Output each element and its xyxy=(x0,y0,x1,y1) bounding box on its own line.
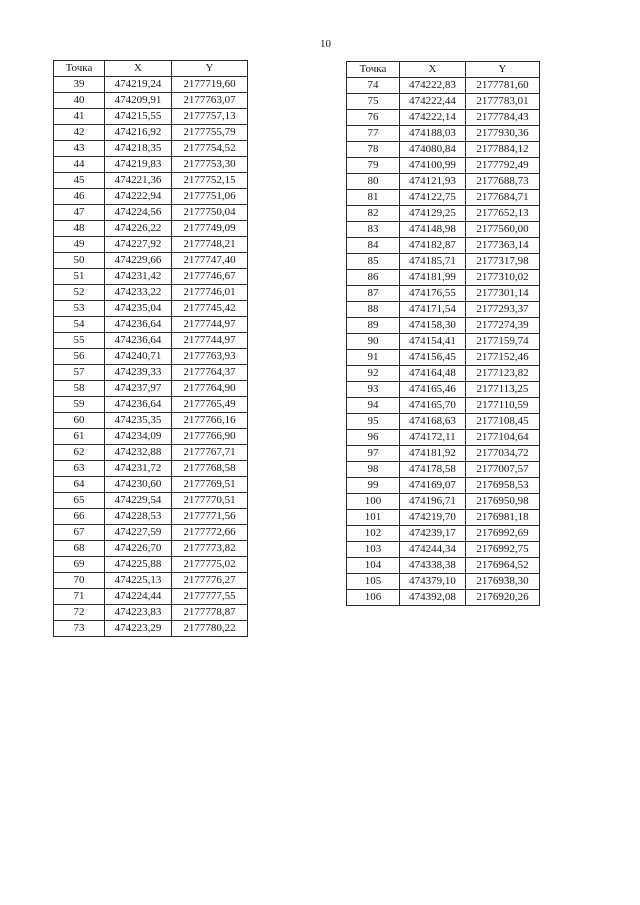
header-x: X xyxy=(400,62,466,78)
table-row xyxy=(347,158,540,174)
x-coordinate-cell: 474221,36 xyxy=(105,173,172,189)
table-row xyxy=(54,237,248,253)
point-number-cell: 51 xyxy=(54,269,105,285)
point-number-cell: 82 xyxy=(347,206,400,222)
y-coordinate-cell: 2177778,87 xyxy=(172,605,248,621)
y-coordinate-cell: 2177744,97 xyxy=(172,333,248,349)
table-row xyxy=(54,493,248,509)
table-row xyxy=(54,205,248,221)
y-coordinate-cell: 2177747,40 xyxy=(172,253,248,269)
table-row xyxy=(347,238,540,254)
table-row xyxy=(347,446,540,462)
point-number-cell: 98 xyxy=(347,462,400,478)
y-coordinate-cell: 2177123,82 xyxy=(466,366,540,382)
point-number-cell: 67 xyxy=(54,525,105,541)
point-number-cell: 48 xyxy=(54,221,105,237)
y-coordinate-cell: 2177765,49 xyxy=(172,397,248,413)
header-point: Точка xyxy=(347,62,400,78)
x-coordinate-cell: 474218,35 xyxy=(105,141,172,157)
point-number-cell: 40 xyxy=(54,93,105,109)
table-row xyxy=(54,573,248,589)
table-row xyxy=(347,366,540,382)
x-coordinate-cell: 474379,10 xyxy=(400,574,466,590)
y-coordinate-cell: 2177780,22 xyxy=(172,621,248,637)
table-row xyxy=(54,301,248,317)
y-coordinate-cell: 2177274,39 xyxy=(466,318,540,334)
point-number-cell: 73 xyxy=(54,621,105,637)
point-number-cell: 103 xyxy=(347,542,400,558)
y-coordinate-cell: 2177684,71 xyxy=(466,190,540,206)
x-coordinate-cell: 474172,11 xyxy=(400,430,466,446)
point-number-cell: 89 xyxy=(347,318,400,334)
point-number-cell: 99 xyxy=(347,478,400,494)
point-number-cell: 78 xyxy=(347,142,400,158)
point-number-cell: 58 xyxy=(54,381,105,397)
table-row xyxy=(54,221,248,237)
x-coordinate-cell: 474215,55 xyxy=(105,109,172,125)
table-row xyxy=(347,286,540,302)
x-coordinate-cell: 474229,66 xyxy=(105,253,172,269)
x-coordinate-cell: 474209,91 xyxy=(105,93,172,109)
table-header-row xyxy=(347,62,540,78)
point-number-cell: 46 xyxy=(54,189,105,205)
y-coordinate-cell: 2177755,79 xyxy=(172,125,248,141)
y-coordinate-cell: 2177753,30 xyxy=(172,157,248,173)
y-coordinate-cell: 2177746,67 xyxy=(172,269,248,285)
point-number-cell: 43 xyxy=(54,141,105,157)
table-row xyxy=(347,430,540,446)
x-coordinate-cell: 474080,84 xyxy=(400,142,466,158)
point-number-cell: 53 xyxy=(54,301,105,317)
y-coordinate-cell: 2177769,51 xyxy=(172,477,248,493)
point-number-cell: 61 xyxy=(54,429,105,445)
table-row xyxy=(347,494,540,510)
point-number-cell: 88 xyxy=(347,302,400,318)
table-row xyxy=(347,94,540,110)
y-coordinate-cell: 2177719,60 xyxy=(172,77,248,93)
x-coordinate-cell: 474225,88 xyxy=(105,557,172,573)
x-coordinate-cell: 474227,92 xyxy=(105,237,172,253)
table-row xyxy=(54,397,248,413)
y-coordinate-cell: 2177317,98 xyxy=(466,254,540,270)
x-coordinate-cell: 474158,30 xyxy=(400,318,466,334)
table-row xyxy=(54,429,248,445)
x-coordinate-cell: 474171,54 xyxy=(400,302,466,318)
y-coordinate-cell: 2176950,98 xyxy=(466,494,540,510)
y-coordinate-cell: 2177007,57 xyxy=(466,462,540,478)
table-row xyxy=(54,621,248,637)
y-coordinate-cell: 2177776,27 xyxy=(172,573,248,589)
table-row xyxy=(54,525,248,541)
table-row xyxy=(54,365,248,381)
point-number-cell: 100 xyxy=(347,494,400,510)
y-coordinate-cell: 2177104,64 xyxy=(466,430,540,446)
table-row xyxy=(54,349,248,365)
point-number-cell: 66 xyxy=(54,509,105,525)
x-coordinate-cell: 474165,70 xyxy=(400,398,466,414)
point-number-cell: 79 xyxy=(347,158,400,174)
point-number-cell: 87 xyxy=(347,286,400,302)
x-coordinate-cell: 474235,35 xyxy=(105,413,172,429)
point-number-cell: 62 xyxy=(54,445,105,461)
point-number-cell: 56 xyxy=(54,349,105,365)
y-coordinate-cell: 2176964,52 xyxy=(466,558,540,574)
x-coordinate-cell: 474228,53 xyxy=(105,509,172,525)
point-number-cell: 94 xyxy=(347,398,400,414)
table-row xyxy=(347,382,540,398)
x-coordinate-cell: 474219,70 xyxy=(400,510,466,526)
table-row xyxy=(54,269,248,285)
table-row xyxy=(54,477,248,493)
table-row xyxy=(54,141,248,157)
y-coordinate-cell: 2177301,14 xyxy=(466,286,540,302)
point-number-cell: 75 xyxy=(347,94,400,110)
x-coordinate-cell: 474121,93 xyxy=(400,174,466,190)
header-point: Точка xyxy=(54,61,105,77)
y-coordinate-cell: 2176958,53 xyxy=(466,478,540,494)
y-coordinate-cell: 2177764,90 xyxy=(172,381,248,397)
point-number-cell: 47 xyxy=(54,205,105,221)
y-coordinate-cell: 2177792,49 xyxy=(466,158,540,174)
x-coordinate-cell: 474148,98 xyxy=(400,222,466,238)
x-coordinate-cell: 474224,44 xyxy=(105,589,172,605)
y-coordinate-cell: 2176992,75 xyxy=(466,542,540,558)
x-coordinate-cell: 474176,55 xyxy=(400,286,466,302)
point-number-cell: 85 xyxy=(347,254,400,270)
y-coordinate-cell: 2177745,42 xyxy=(172,301,248,317)
y-coordinate-cell: 2177775,02 xyxy=(172,557,248,573)
x-coordinate-cell: 474219,24 xyxy=(105,77,172,93)
x-coordinate-cell: 474196,71 xyxy=(400,494,466,510)
table-row xyxy=(347,350,540,366)
x-coordinate-cell: 474224,56 xyxy=(105,205,172,221)
point-number-cell: 76 xyxy=(347,110,400,126)
point-number-cell: 55 xyxy=(54,333,105,349)
y-coordinate-cell: 2177108,45 xyxy=(466,414,540,430)
x-coordinate-cell: 474244,34 xyxy=(400,542,466,558)
point-number-cell: 104 xyxy=(347,558,400,574)
table-row xyxy=(347,510,540,526)
x-coordinate-cell: 474185,71 xyxy=(400,254,466,270)
y-coordinate-cell: 2177750,04 xyxy=(172,205,248,221)
table-row xyxy=(54,93,248,109)
table-row xyxy=(347,254,540,270)
y-coordinate-cell: 2177754,52 xyxy=(172,141,248,157)
x-coordinate-cell: 474181,99 xyxy=(400,270,466,286)
y-coordinate-cell: 2177767,71 xyxy=(172,445,248,461)
point-number-cell: 60 xyxy=(54,413,105,429)
point-number-cell: 102 xyxy=(347,526,400,542)
y-coordinate-cell: 2177777,55 xyxy=(172,589,248,605)
x-coordinate-cell: 474233,22 xyxy=(105,285,172,301)
x-coordinate-cell: 474236,64 xyxy=(105,397,172,413)
table-row xyxy=(347,462,540,478)
y-coordinate-cell: 2177749,09 xyxy=(172,221,248,237)
coordinates-table-right xyxy=(346,61,540,606)
x-coordinate-cell: 474181,92 xyxy=(400,446,466,462)
point-number-cell: 42 xyxy=(54,125,105,141)
x-coordinate-cell: 474216,92 xyxy=(105,125,172,141)
table-row xyxy=(347,526,540,542)
y-coordinate-cell: 2177034,72 xyxy=(466,446,540,462)
header-y: Y xyxy=(466,62,540,78)
y-coordinate-cell: 2177560,00 xyxy=(466,222,540,238)
y-coordinate-cell: 2177763,07 xyxy=(172,93,248,109)
y-coordinate-cell: 2177763,93 xyxy=(172,349,248,365)
point-number-cell: 50 xyxy=(54,253,105,269)
table-row xyxy=(54,413,248,429)
x-coordinate-cell: 474222,44 xyxy=(400,94,466,110)
point-number-cell: 92 xyxy=(347,366,400,382)
y-coordinate-cell: 2177764,37 xyxy=(172,365,248,381)
point-number-cell: 64 xyxy=(54,477,105,493)
y-coordinate-cell: 2177159,74 xyxy=(466,334,540,350)
table-row xyxy=(54,253,248,269)
x-coordinate-cell: 474235,04 xyxy=(105,301,172,317)
table-row xyxy=(54,509,248,525)
x-coordinate-cell: 474222,14 xyxy=(400,110,466,126)
x-coordinate-cell: 474129,25 xyxy=(400,206,466,222)
point-number-cell: 80 xyxy=(347,174,400,190)
x-coordinate-cell: 474231,42 xyxy=(105,269,172,285)
point-number-cell: 74 xyxy=(347,78,400,94)
table-row xyxy=(347,190,540,206)
x-coordinate-cell: 474240,71 xyxy=(105,349,172,365)
table-row xyxy=(54,605,248,621)
table-row xyxy=(347,558,540,574)
x-coordinate-cell: 474154,41 xyxy=(400,334,466,350)
y-coordinate-cell: 2176920,26 xyxy=(466,590,540,606)
table-row xyxy=(347,542,540,558)
point-number-cell: 39 xyxy=(54,77,105,93)
point-number-cell: 105 xyxy=(347,574,400,590)
x-coordinate-cell: 474229,54 xyxy=(105,493,172,509)
y-coordinate-cell: 2177113,25 xyxy=(466,382,540,398)
header-x: X xyxy=(105,61,172,77)
point-number-cell: 59 xyxy=(54,397,105,413)
y-coordinate-cell: 2177757,13 xyxy=(172,109,248,125)
table-row xyxy=(54,445,248,461)
x-coordinate-cell: 474122,75 xyxy=(400,190,466,206)
x-coordinate-cell: 474225,13 xyxy=(105,573,172,589)
y-coordinate-cell: 2177771,56 xyxy=(172,509,248,525)
table-row xyxy=(54,557,248,573)
x-coordinate-cell: 474237,97 xyxy=(105,381,172,397)
x-coordinate-cell: 474156,45 xyxy=(400,350,466,366)
y-coordinate-cell: 2177768,58 xyxy=(172,461,248,477)
x-coordinate-cell: 474232,88 xyxy=(105,445,172,461)
x-coordinate-cell: 474219,83 xyxy=(105,157,172,173)
table-row xyxy=(54,77,248,93)
point-number-cell: 93 xyxy=(347,382,400,398)
y-coordinate-cell: 2177152,46 xyxy=(466,350,540,366)
table-row xyxy=(347,174,540,190)
y-coordinate-cell: 2177310,02 xyxy=(466,270,540,286)
point-number-cell: 83 xyxy=(347,222,400,238)
table-row xyxy=(54,125,248,141)
y-coordinate-cell: 2177783,01 xyxy=(466,94,540,110)
x-coordinate-cell: 474223,29 xyxy=(105,621,172,637)
table-row xyxy=(54,173,248,189)
header-y: Y xyxy=(172,61,248,77)
x-coordinate-cell: 474234,09 xyxy=(105,429,172,445)
point-number-cell: 91 xyxy=(347,350,400,366)
table-row xyxy=(347,126,540,142)
y-coordinate-cell: 2177772,66 xyxy=(172,525,248,541)
x-coordinate-cell: 474178,58 xyxy=(400,462,466,478)
x-coordinate-cell: 474239,33 xyxy=(105,365,172,381)
x-coordinate-cell: 474236,64 xyxy=(105,333,172,349)
point-number-cell: 49 xyxy=(54,237,105,253)
table-row xyxy=(347,270,540,286)
table-row xyxy=(54,157,248,173)
table-row xyxy=(54,189,248,205)
point-number-cell: 69 xyxy=(54,557,105,573)
x-coordinate-cell: 474100,99 xyxy=(400,158,466,174)
point-number-cell: 90 xyxy=(347,334,400,350)
y-coordinate-cell: 2177746,01 xyxy=(172,285,248,301)
table-row xyxy=(347,478,540,494)
table-row xyxy=(54,589,248,605)
point-number-cell: 70 xyxy=(54,573,105,589)
point-number-cell: 101 xyxy=(347,510,400,526)
table-row xyxy=(54,461,248,477)
x-coordinate-cell: 474164,48 xyxy=(400,366,466,382)
x-coordinate-cell: 474239,17 xyxy=(400,526,466,542)
table-row xyxy=(54,109,248,125)
point-number-cell: 44 xyxy=(54,157,105,173)
y-coordinate-cell: 2177930,36 xyxy=(466,126,540,142)
point-number-cell: 81 xyxy=(347,190,400,206)
x-coordinate-cell: 474227,59 xyxy=(105,525,172,541)
y-coordinate-cell: 2177748,21 xyxy=(172,237,248,253)
y-coordinate-cell: 2176981,18 xyxy=(466,510,540,526)
y-coordinate-cell: 2177770,51 xyxy=(172,493,248,509)
table-row xyxy=(347,222,540,238)
point-number-cell: 95 xyxy=(347,414,400,430)
point-number-cell: 63 xyxy=(54,461,105,477)
y-coordinate-cell: 2177766,90 xyxy=(172,429,248,445)
point-number-cell: 106 xyxy=(347,590,400,606)
point-number-cell: 84 xyxy=(347,238,400,254)
y-coordinate-cell: 2177784,43 xyxy=(466,110,540,126)
x-coordinate-cell: 474338,38 xyxy=(400,558,466,574)
y-coordinate-cell: 2177781,60 xyxy=(466,78,540,94)
y-coordinate-cell: 2176938,30 xyxy=(466,574,540,590)
table-row xyxy=(347,142,540,158)
y-coordinate-cell: 2177773,82 xyxy=(172,541,248,557)
table-row xyxy=(54,285,248,301)
x-coordinate-cell: 474182,87 xyxy=(400,238,466,254)
y-coordinate-cell: 2177884,12 xyxy=(466,142,540,158)
y-coordinate-cell: 2177363,14 xyxy=(466,238,540,254)
table-row xyxy=(347,110,540,126)
table-row xyxy=(347,414,540,430)
table-row xyxy=(54,333,248,349)
x-coordinate-cell: 474168,63 xyxy=(400,414,466,430)
x-coordinate-cell: 474223,83 xyxy=(105,605,172,621)
y-coordinate-cell: 2177751,06 xyxy=(172,189,248,205)
point-number-cell: 52 xyxy=(54,285,105,301)
x-coordinate-cell: 474392,08 xyxy=(400,590,466,606)
point-number-cell: 45 xyxy=(54,173,105,189)
page-number: 10 xyxy=(320,38,331,50)
y-coordinate-cell: 2177293,37 xyxy=(466,302,540,318)
x-coordinate-cell: 474226,70 xyxy=(105,541,172,557)
table-row xyxy=(347,318,540,334)
x-coordinate-cell: 474231,72 xyxy=(105,461,172,477)
table-row xyxy=(347,398,540,414)
point-number-cell: 72 xyxy=(54,605,105,621)
point-number-cell: 96 xyxy=(347,430,400,446)
point-number-cell: 77 xyxy=(347,126,400,142)
x-coordinate-cell: 474230,60 xyxy=(105,477,172,493)
y-coordinate-cell: 2177652,13 xyxy=(466,206,540,222)
table-row xyxy=(54,317,248,333)
y-coordinate-cell: 2176992,69 xyxy=(466,526,540,542)
point-number-cell: 86 xyxy=(347,270,400,286)
y-coordinate-cell: 2177752,15 xyxy=(172,173,248,189)
table-row xyxy=(347,590,540,606)
point-number-cell: 68 xyxy=(54,541,105,557)
point-number-cell: 57 xyxy=(54,365,105,381)
table-row xyxy=(347,78,540,94)
y-coordinate-cell: 2177744,97 xyxy=(172,317,248,333)
y-coordinate-cell: 2177110,59 xyxy=(466,398,540,414)
x-coordinate-cell: 474222,94 xyxy=(105,189,172,205)
x-coordinate-cell: 474188,03 xyxy=(400,126,466,142)
point-number-cell: 65 xyxy=(54,493,105,509)
table-header-row xyxy=(54,61,248,77)
x-coordinate-cell: 474226,22 xyxy=(105,221,172,237)
y-coordinate-cell: 2177688,73 xyxy=(466,174,540,190)
table-row xyxy=(54,381,248,397)
table-row xyxy=(347,574,540,590)
point-number-cell: 97 xyxy=(347,446,400,462)
table-row xyxy=(347,206,540,222)
point-number-cell: 71 xyxy=(54,589,105,605)
x-coordinate-cell: 474222,83 xyxy=(400,78,466,94)
table-row xyxy=(54,541,248,557)
point-number-cell: 54 xyxy=(54,317,105,333)
x-coordinate-cell: 474169,07 xyxy=(400,478,466,494)
coordinates-table-left xyxy=(53,60,248,637)
table-row xyxy=(347,302,540,318)
table-row xyxy=(347,334,540,350)
point-number-cell: 41 xyxy=(54,109,105,125)
x-coordinate-cell: 474165,46 xyxy=(400,382,466,398)
x-coordinate-cell: 474236,64 xyxy=(105,317,172,333)
y-coordinate-cell: 2177766,16 xyxy=(172,413,248,429)
